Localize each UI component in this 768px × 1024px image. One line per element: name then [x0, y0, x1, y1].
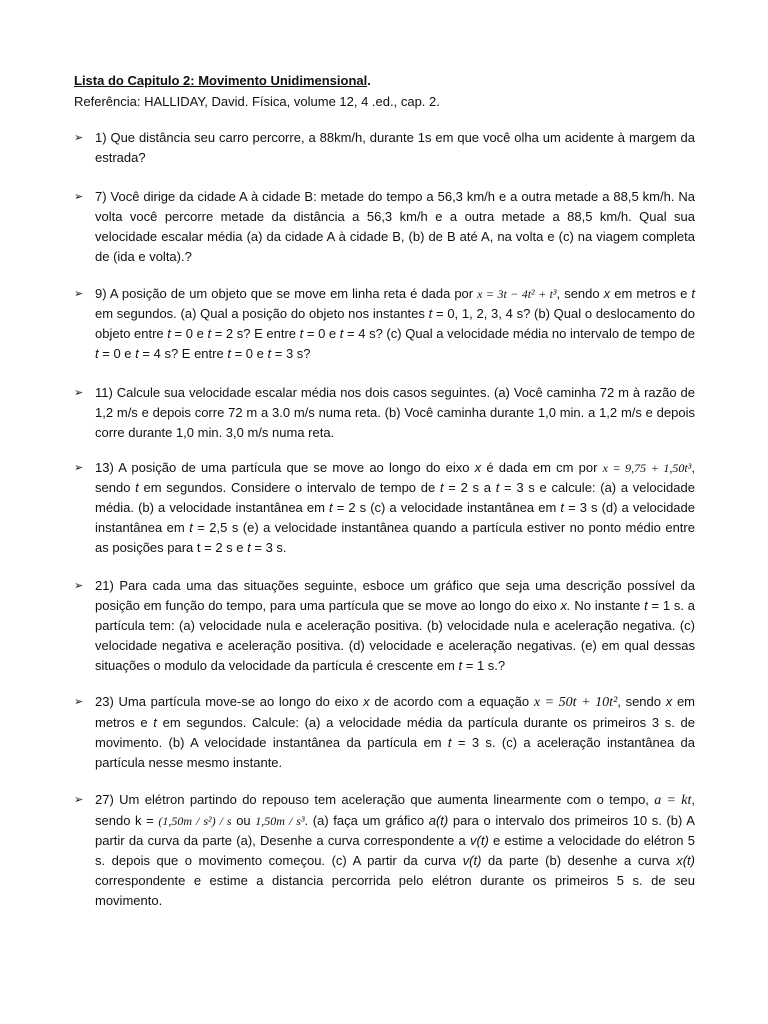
- text-run: e estime a velocidade do elétron 5 s. depois que o movimento começou. (c) A partir da curva: [95, 833, 695, 868]
- variable: x: [665, 694, 673, 709]
- variable: t: [299, 326, 304, 341]
- text-run: , sendo: [617, 694, 662, 709]
- variable: t: [644, 598, 648, 613]
- variable: t: [267, 346, 272, 361]
- arrow-bullet-icon: ➢: [74, 387, 84, 399]
- arrow-bullet-icon: ➢: [74, 794, 84, 806]
- variable: t: [495, 480, 500, 495]
- text-run: = 3 s.: [254, 540, 287, 555]
- variable: x: [603, 286, 611, 301]
- variable: t: [328, 500, 333, 515]
- variable: t: [135, 346, 139, 361]
- variable: t: [189, 520, 193, 535]
- text-run: = 2 s a: [448, 480, 491, 495]
- variable: t: [167, 326, 171, 341]
- text-run: 13) A posição de uma partícula que se move ao longo do eixo: [95, 460, 470, 475]
- page-title-text: Lista do Capitulo 2: Movimento Unidimensional: [74, 73, 368, 88]
- arrow-bullet-icon: ➢: [74, 696, 84, 708]
- text-run: em metros e: [95, 694, 696, 730]
- variable: v(t): [462, 853, 482, 868]
- variable: t: [439, 480, 444, 495]
- text-run: é dada em cm por: [486, 460, 598, 475]
- text-run: No instante: [574, 598, 641, 613]
- text-run: = 0, 1, 2, 3, 4 s? (b) Qual o deslocamento do objeto entre: [95, 306, 695, 341]
- problem-11-text: 11) Calcule sua velocidade escalar média nos dois casos seguintes. (a) Você caminha 72 m à razão de 1,2 m/s e depois corre 72 m a 3.0 m/s numa reta. (b) Você caminha durante 1,0 min. a 1,2 m/s e depois corre durante 1,0 min. 3,0 m/s numa reta.: [95, 385, 695, 440]
- text-run: = 3 s e calcule: (a) a velocidade média. (b) a velocidade instantânea em: [95, 480, 695, 515]
- position-equation: x = 3t − 4t² + t³: [477, 287, 557, 301]
- problem-13-text: [95, 458, 695, 558]
- text-run: = 1 s. a partícula tem: (a) velocidade nula e aceleração positiva. (b) velocidade nula e aceleração negativa. (c) velocidade negativa e aceleração positiva. (d) velocidade e aceleração negativas. (e) em qual dessas situações o modulo da velocidade da partícula é crescente em: [95, 598, 695, 673]
- arrow-bullet-icon: ➢: [74, 462, 84, 474]
- position-equation: x = 9,75 + 1,50t³: [602, 461, 692, 475]
- text-run: = 4 s? (c) Qual a velocidade média no intervalo de tempo de: [347, 326, 695, 341]
- arrow-bullet-icon: ➢: [74, 580, 84, 592]
- text-run: = 2 s (c) a velocidade instantânea em: [336, 500, 557, 515]
- variable: x.: [560, 598, 571, 613]
- variable: t: [560, 500, 564, 515]
- text-run: 21) Para cada uma das situações seguinte, esboce um gráfico que seja uma descrição possível da posição em função do tempo, para uma partícula que se move ao longo do eixo: [95, 578, 695, 613]
- text-run: , sendo: [556, 286, 600, 301]
- arrow-bullet-icon: ➢: [74, 132, 84, 144]
- variable: t: [135, 480, 139, 495]
- k-value-equation: (1,50m / s²) / s: [158, 814, 232, 828]
- problem-9-text: [95, 284, 695, 364]
- variable: t: [207, 326, 212, 341]
- text-run: da parte (b) desenhe a curva: [487, 853, 670, 868]
- page-title-suffix: .: [367, 73, 371, 88]
- text-run: em segundos. (a) Qual a posição do objeto nos instantes: [95, 306, 425, 321]
- text-run: = 3 s?: [274, 346, 311, 361]
- problem-27-text: [95, 790, 695, 911]
- variable: x: [363, 694, 370, 709]
- text-run: . (a) faça um gráfico: [304, 813, 425, 828]
- variable: t: [153, 715, 157, 730]
- arrow-bullet-icon: ➢: [74, 288, 84, 300]
- text-run: ou: [236, 813, 251, 828]
- problem-21-text: [95, 576, 695, 676]
- problem-23-text: [95, 692, 695, 773]
- variable: t: [428, 306, 433, 321]
- variable: t: [458, 658, 463, 673]
- text-run: = 0 e: [234, 346, 264, 361]
- text-run: = 3 s. (c) a aceleração instantânea da partícula nesse mesmo instante.: [95, 735, 695, 770]
- text-run: = 4 s? E entre: [142, 346, 224, 361]
- problem-7-text: 7) Você dirige da cidade A à cidade B: metade do tempo a 56,3 km/h e a outra metade a 88,5 km/h. Na volta você percorre metade da distância a 56,3 km/h e a outra metade a 88,5 km/h. Qual sua velocidade escalar média (a) da cidade A à cidade B, (b) de B até A, na volta e (c) na viagem completa de (ida e volta).?: [95, 189, 695, 264]
- variable: x(t): [676, 853, 695, 868]
- text-run: = 1 s.?: [465, 658, 506, 673]
- acceleration-equation: a = kt: [654, 793, 692, 808]
- variable: t: [691, 286, 695, 301]
- variable: v(t): [470, 833, 489, 848]
- variable: x: [474, 460, 482, 475]
- reference-line: Referência: HALLIDAY, David. Física, volume 12, 4 .ed., cap. 2.: [74, 94, 440, 109]
- k-value-alt-equation: 1,50m / s³: [255, 814, 305, 828]
- text-run: 23) Uma partícula move-se ao longo do eixo: [95, 694, 359, 709]
- variable: a(t): [428, 813, 449, 828]
- variable: t: [339, 326, 344, 341]
- text-run: 27) Um elétron partindo do repouso tem aceleração que aumenta linearmente com o tempo,: [95, 792, 649, 807]
- text-run: = 0 e: [102, 346, 132, 361]
- variable: t: [447, 735, 452, 750]
- variable: t: [227, 346, 231, 361]
- text-run: em segundos. Considere o intervalo de tempo de: [143, 480, 436, 495]
- text-run: = 2 s? E entre: [214, 326, 297, 341]
- text-run: = 3 s (d) a velocidade instantânea em: [95, 500, 695, 535]
- variable: t: [95, 346, 99, 361]
- text-run: = 0 e: [306, 326, 337, 341]
- text-run: de acordo com a equação: [374, 694, 530, 709]
- position-equation: x = 50t + 10t²: [533, 695, 618, 710]
- text-run: correspondente e estime a distancia percorrida pelo elétron durante os primeiros 5 s. de seu movimento.: [95, 873, 695, 908]
- text-run: 9) A posição de um objeto que se move em linha reta é dada por: [95, 286, 474, 301]
- text-run: = 0 e: [174, 326, 204, 341]
- text-run: para o intervalo dos primeiros 10 s. (b) A partir da curva da parte (a), Desenhe a curva correspondente a: [95, 813, 695, 848]
- problem-1-text: 1) Que distância seu carro percorre, a 88km/h, durante 1s em que você olha um acidente à margem da estrada?: [95, 130, 695, 165]
- text-run: em metros e: [614, 286, 688, 301]
- arrow-bullet-icon: ➢: [74, 191, 84, 203]
- page-title: [74, 72, 371, 90]
- text-run: = 2,5 s (e) a velocidade instantânea quando a partícula estiver no ponto médio entre as posições para t = 2 s e: [95, 520, 695, 555]
- variable: t: [247, 540, 251, 555]
- text-run: , sendo k =: [95, 792, 695, 828]
- text-run: , sendo: [95, 460, 695, 495]
- text-run: em segundos. Calcule: (a) a velocidade média da partícula durante os primeiros 3 s. de movimento. (b) A velocidade instantânea da partícula em: [95, 715, 695, 750]
